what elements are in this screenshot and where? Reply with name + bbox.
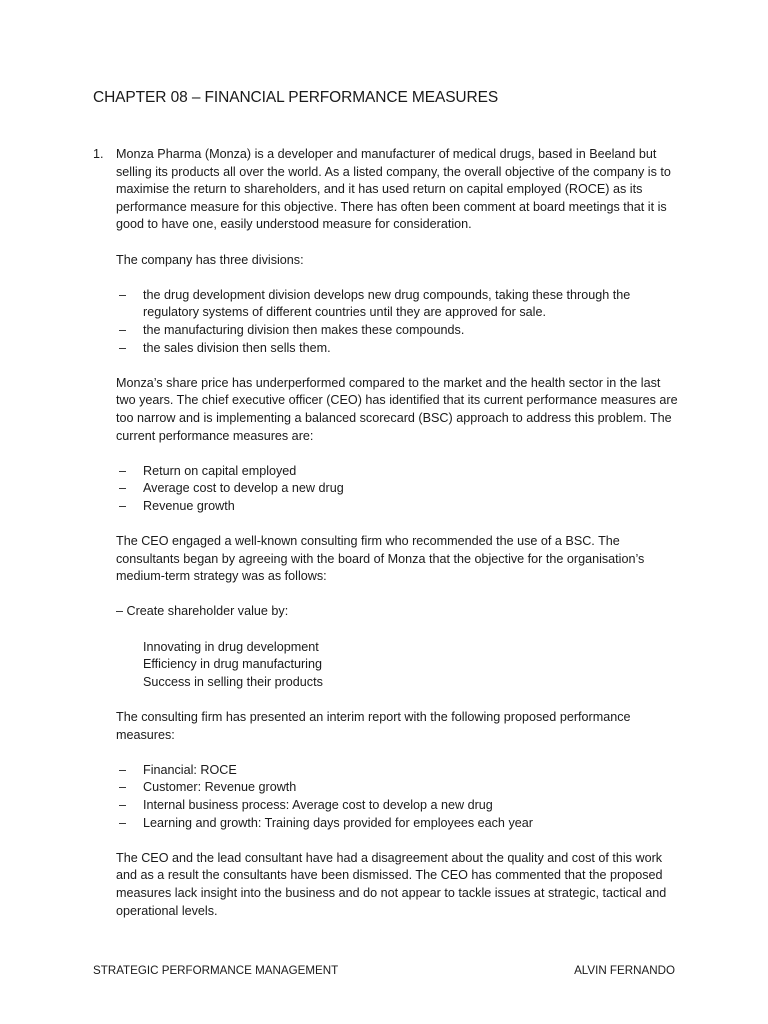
list-item: Innovating in drug development xyxy=(143,639,319,654)
question-content xyxy=(116,146,683,920)
dash-bullet: – xyxy=(119,815,127,830)
dash-bullet: – xyxy=(119,322,127,337)
division-text: the drug development division develops new drug compounds, taking these through the regulatory systems of different countries until they are approved for sale. xyxy=(143,287,631,320)
proposed-measure-text: Learning and growth: Training days provided for employees each year xyxy=(143,815,533,830)
question-number: 1. xyxy=(93,147,104,161)
intro-paragraph: Monza Pharma (Monza) is a developer and manufacturer of medical drugs, based in Beeland but selling its products all over the world. As a listed company, the overall objective of the company is to maximise the return to shareholders, and it has used return on capital employed (ROCE) as its performance measure for this objective. There has often been comment at board meetings that it is good to have one, easily understood measure for consideration. xyxy=(116,147,671,232)
list-item xyxy=(116,287,683,322)
list-item: Efficiency in drug manufacturing xyxy=(143,657,322,672)
measure-text: Average cost to develop a new drug xyxy=(143,481,344,496)
dash-bullet: – xyxy=(119,340,127,355)
list-item xyxy=(116,498,683,516)
division-text: the manufacturing division then makes these compounds. xyxy=(143,322,465,337)
closing-paragraph: The CEO and the lead consultant have had a disagreement about the quality and cost of this work and as a result the consultants have been dismissed. The CEO has commented that the proposed measures lack insight into the business and do not appear to tackle issues at strategic, tactical and operational levels. xyxy=(116,850,667,918)
measure-text: Revenue growth xyxy=(143,498,235,513)
dash-bullet: – xyxy=(119,498,127,513)
strategy-points-list xyxy=(116,639,683,692)
proposed-measures-list xyxy=(116,762,683,832)
measure-text: Return on capital employed xyxy=(143,463,297,478)
list-item xyxy=(116,797,683,815)
chapter-title: CHAPTER 08 – FINANCIAL PERFORMANCE MEASURES xyxy=(93,89,499,106)
list-item xyxy=(116,340,683,358)
division-text: the sales division then sells them. xyxy=(143,340,331,355)
divisions-list xyxy=(116,287,683,357)
list-item: Success in selling their products xyxy=(143,674,323,689)
question-body xyxy=(93,146,683,938)
dash-bullet: – xyxy=(119,287,127,302)
dash-bullet: – xyxy=(119,481,127,496)
proposed-measure-text: Customer: Revenue growth xyxy=(143,780,297,795)
list-item xyxy=(116,322,683,340)
current-measures-list xyxy=(116,463,683,516)
footer-right: ALVIN FERNANDO xyxy=(574,964,675,977)
dash-bullet: – xyxy=(119,463,127,478)
share-price-paragraph: Monza’s share price has underperformed compared to the market and the health sector in the last two years. The chief executive officer (CEO) has identified that its current performance measures are too narrow and is implementing a balanced scorecard (BSC) approach to address this problem. The current performance measures are: xyxy=(116,375,678,443)
dash-bullet: – xyxy=(119,797,127,812)
list-item xyxy=(116,779,683,797)
divisions-intro: The company has three divisions: xyxy=(116,252,304,267)
strategy-heading: – Create shareholder value by: xyxy=(116,604,289,619)
list-item xyxy=(116,815,683,833)
proposed-measure-text: Internal business process: Average cost to develop a new drug xyxy=(143,797,493,812)
consultants-paragraph: The CEO engaged a well-known consulting firm who recommended the use of a BSC. The consultants began by agreeing with the board of Monza that the objective for the organisation’s medium-term strategy was as follows: xyxy=(116,534,645,584)
dash-bullet: – xyxy=(119,780,127,795)
proposed-measure-text: Financial: ROCE xyxy=(143,762,237,777)
interim-report-paragraph: The consulting firm has presented an interim report with the following proposed performance measures: xyxy=(116,710,631,742)
page-footer xyxy=(93,964,675,977)
list-item xyxy=(116,463,683,481)
list-item xyxy=(116,762,683,780)
list-item xyxy=(116,480,683,498)
footer-left: STRATEGIC PERFORMANCE MANAGEMENT xyxy=(93,964,339,977)
dash-bullet: – xyxy=(119,762,127,777)
